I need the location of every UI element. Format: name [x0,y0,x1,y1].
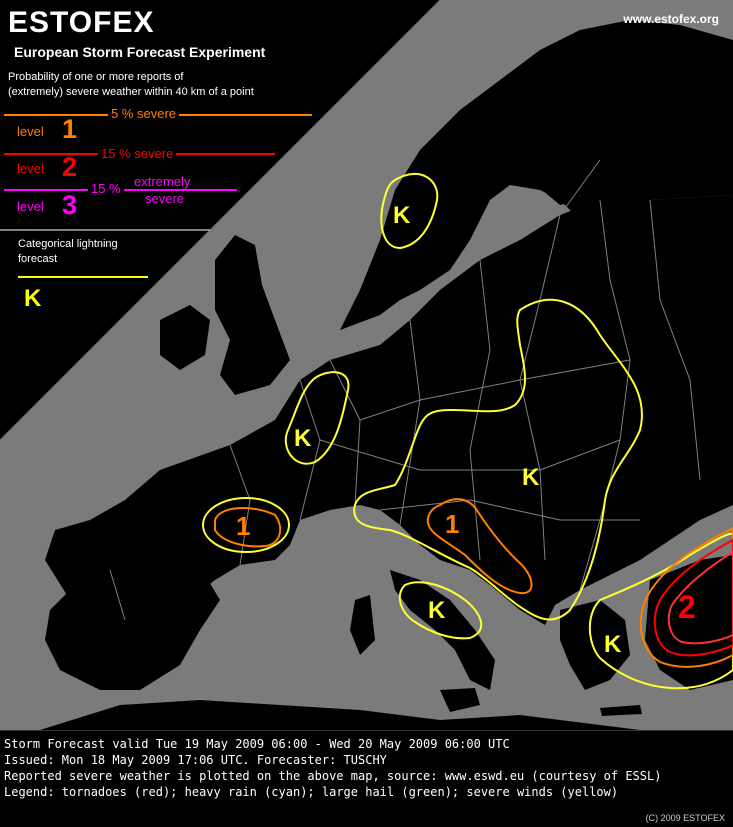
lightning-legend-line-2: forecast [18,253,58,265]
issued-line: Issued: Mon 18 May 2009 17:06 UTC. Forecaster: TUSCHY [4,753,387,767]
lightning-legend [18,237,118,267]
website-link[interactable]: www.estofex.org [623,12,719,26]
legend-colors-line: Legend: tornadoes (red); heavy rain (cyan); large hail (green); severe winds (yellow) [4,785,619,799]
fifteen-pct-label: 15 % severe [98,146,176,161]
map-label-lightning-italy: K [428,597,446,624]
five-pct-label: 5 % severe [108,106,179,121]
level3-number: 3 [62,190,78,220]
level1-word: level [17,124,44,139]
brand-subtitle: European Storm Forecast Experiment [14,44,266,60]
probability-line-2: (extremely) severe weather within 40 km of a point [8,86,254,98]
probability-line-1: Probability of one or more reports of [8,71,184,83]
legend-lightning-symbol: K [24,285,42,312]
map-label-level1-balkans: 1 [445,509,460,539]
level1-number: 1 [62,114,78,144]
lightning-legend-line-1: Categorical lightning [18,238,118,250]
footer-panel [0,730,733,827]
copyright: (C) 2009 ESTOFEX [645,813,725,823]
map-label-lightning-sweden: K [393,202,411,229]
extreme-pct-label: 15 % [88,181,124,196]
brand-title: ESTOFEX [8,6,155,39]
map-label-lightning-central: K [522,464,540,491]
valid-time-line: Storm Forecast valid Tue 19 May 2009 06:00 - Wed 20 May 2009 06:00 UTC [4,737,510,751]
map-label-lightning-aegean: K [604,631,622,658]
map-label-level1-france: 1 [236,511,251,541]
map-label-lightning-benelux: K [294,425,312,452]
level2-number: 2 [62,152,78,182]
extreme-label-2: severe [142,191,187,206]
level3-word: level [17,199,44,214]
extreme-label-1: extremely [131,174,193,189]
reports-source-line: Reported severe weather is plotted on the above map, source: www.eswd.eu (courtesy of ESSL) [4,769,662,783]
map-label-level2-turkey: 2 [678,589,696,625]
probability-description [8,70,254,100]
level2-word: level [17,161,44,176]
